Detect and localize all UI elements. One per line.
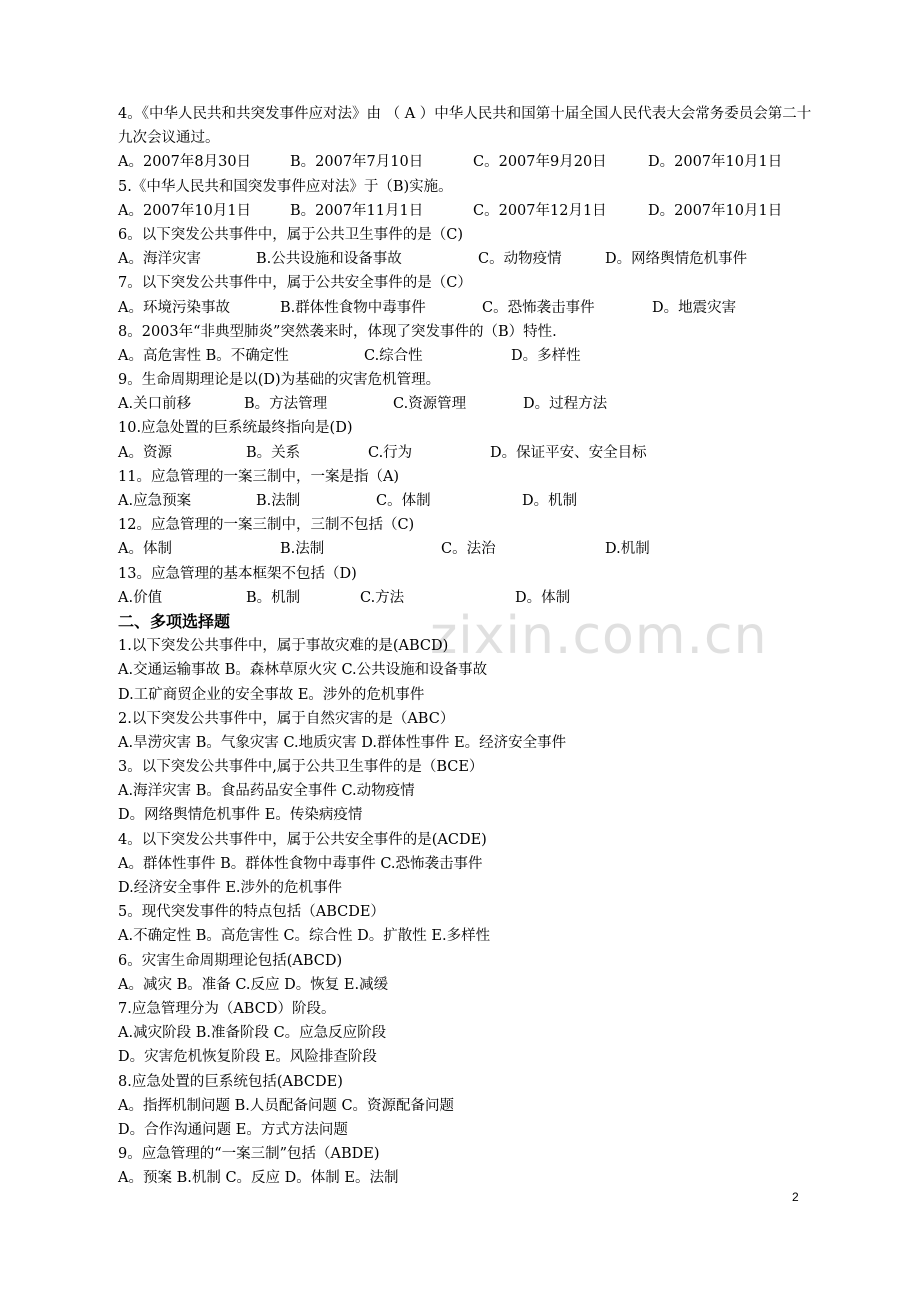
option-d: D。地震灾害 (652, 299, 737, 316)
option-c: C。2007年12月1日 (473, 202, 607, 219)
option-a: A.应急预案 (118, 493, 192, 510)
option-d: D。机制 (522, 493, 578, 510)
question-11-options (118, 489, 818, 513)
page-content (118, 102, 818, 1190)
option-d: D。2007年10月1日 (648, 202, 783, 219)
option-a: A。资源 (118, 444, 172, 461)
list-item: A。预案 B.机制 C。反应 D。体制 E。法制 (118, 1170, 399, 1187)
watermark: zixin.com.cn (430, 606, 768, 666)
option-c: C。恐怖袭击事件 (482, 299, 595, 316)
list-item: A.不确定性 B。高危害性 C。综合性 D。扩散性 E.多样性 (118, 928, 491, 945)
option-b: B。2007年11月1日 (290, 202, 424, 219)
list-item: D.工矿商贸企业的安全事故 E。涉外的危机事件 (118, 686, 425, 703)
list-item: D。网络舆情危机事件 E。传染病疫情 (118, 807, 363, 824)
option-d: D。保证平安、安全目标 (490, 444, 647, 461)
question-9-options (118, 392, 818, 416)
list-item: D。合作沟通问题 E。方式方法问题 (118, 1121, 348, 1138)
question-9: 9。生命周期理论是以(D)为基础的灾害危机管理。 (118, 372, 441, 389)
list-item: 8.应急处置的巨系统包括(ABCDE) (118, 1073, 343, 1090)
multiple-choice-list (118, 634, 818, 1190)
question-6-options (118, 247, 818, 271)
option-d: D。网络舆情危机事件 (605, 251, 748, 268)
question-11: 11。应急管理的一案三制中，一案是指（A) (118, 468, 400, 485)
question-5-options (118, 199, 818, 223)
list-item: 4。以下突发公共事件中，属于公共安全事件的是(ACDE) (118, 831, 487, 848)
option-a: A。2007年10月1日 (118, 202, 252, 219)
option-a: A。体制 (118, 541, 172, 558)
list-item: D.经济安全事件 E.涉外的危机事件 (118, 880, 343, 897)
question-4-options (118, 150, 818, 174)
question-13-options (118, 586, 818, 610)
option-b: B。机制 (246, 589, 301, 606)
list-item: 2.以下突发公共事件中，属于自然灾害的是（ABC） (118, 710, 455, 727)
option-c: C.综合性 (364, 347, 423, 364)
list-item: 5。现代突发事件的特点包括（ABCDE） (118, 904, 385, 921)
option-c: C.行为 (368, 444, 413, 461)
option-b: B。方法管理 (244, 396, 328, 413)
list-item: A.海洋灾害 B。食品药品安全事件 C.动物疫情 (118, 783, 415, 800)
question-10-options (118, 441, 818, 465)
option-c: C。2007年9月20日 (473, 154, 607, 171)
option-d: D。多样性 (511, 347, 581, 364)
list-item: 6。灾害生命周期理论包括(ABCD) (118, 952, 343, 969)
list-item: A。指挥机制问题 B.人员配备问题 C。资源配备问题 (118, 1097, 455, 1114)
question-8: 8。2003年“非典型肺炎”突然袭来时，体现了突发事件的（B）特性. (118, 323, 557, 340)
option-b: B。关系 (246, 444, 301, 461)
question-12: 12。应急管理的一案三制中，三制不包括（C) (118, 517, 415, 534)
option-c: C.资源管理 (393, 396, 467, 413)
option-b: B.法制 (256, 493, 301, 510)
list-item: A。减灾 B。准备 C.反应 D。恢复 E.减缓 (118, 976, 389, 993)
list-item: 9。应急管理的“一案三制”包括（ABDE) (118, 1146, 380, 1163)
option-c: C.方法 (360, 589, 405, 606)
list-item: 3。以下突发公共事件中,属于公共卫生事件的是（BCE） (118, 759, 484, 776)
option-a: A.关口前移 (118, 396, 192, 413)
option-ab: A。高危害性 B。不确定性 (118, 347, 289, 364)
list-item: A.减灾阶段 B.准备阶段 C。应急反应阶段 (118, 1025, 387, 1042)
question-10: 10.应急处置的巨系统最终指向是(D) (118, 420, 353, 437)
question-4: 4。《中华人民共和共突发事件应对法》由 （ A ）中华人民共和国第十届全国人民代表大会常务委员会第二十九次会议通过。 (118, 106, 812, 147)
option-b: B.公共设施和设备事故 (256, 251, 402, 268)
option-a: A。2007年8月30日 (118, 154, 252, 171)
page-number: 2 (792, 1190, 799, 1204)
option-c: C。动物疫情 (478, 251, 562, 268)
option-a: A。环境污染事故 (118, 299, 230, 316)
list-item: D。灾害危机恢复阶段 E。风险排查阶段 (118, 1049, 377, 1066)
list-item: A.交通运输事故 B。森林草原火灾 C.公共设施和设备事故 (118, 662, 488, 679)
question-13: 13。应急管理的基本框架不包括（D) (118, 565, 357, 582)
option-b: B.群体性食物中毒事件 (280, 299, 426, 316)
option-c: C。法治 (441, 541, 496, 558)
question-7: 7。以下突发公共事件中，属于公共安全事件的是（C） (118, 275, 472, 292)
question-6: 6。以下突发公共事件中，属于公共卫生事件的是（C) (118, 226, 463, 243)
option-d: D。体制 (515, 589, 571, 606)
question-12-options (118, 537, 818, 561)
list-item: 7.应急管理分为（ABCD）阶段。 (118, 1000, 336, 1017)
list-item: 1.以下突发公共事件中，属于事故灾难的是(ABCD) (118, 638, 449, 655)
option-d: D。过程方法 (523, 396, 608, 413)
question-7-options (118, 296, 818, 320)
list-item: A。群体性事件 B。群体性食物中毒事件 C.恐怖袭击事件 (118, 855, 483, 872)
option-a: A.价值 (118, 589, 163, 606)
list-item: A.旱涝灾害 B。气象灾害 C.地质灾害 D.群体性事件 E。经济安全事件 (118, 734, 567, 751)
option-b: B。2007年7月10日 (290, 154, 424, 171)
option-b: B.法制 (280, 541, 325, 558)
section-heading-multiple-choice: 二、多项选择题 (118, 611, 231, 631)
option-d: D.机制 (605, 541, 650, 558)
question-8-options (118, 344, 818, 368)
option-d: D。2007年10月1日 (648, 154, 783, 171)
question-5: 5.《中华人民共和国突发事件应对法》于（B)实施。 (118, 178, 453, 195)
option-a: A。海洋灾害 (118, 251, 201, 268)
option-c: C。体制 (376, 493, 431, 510)
